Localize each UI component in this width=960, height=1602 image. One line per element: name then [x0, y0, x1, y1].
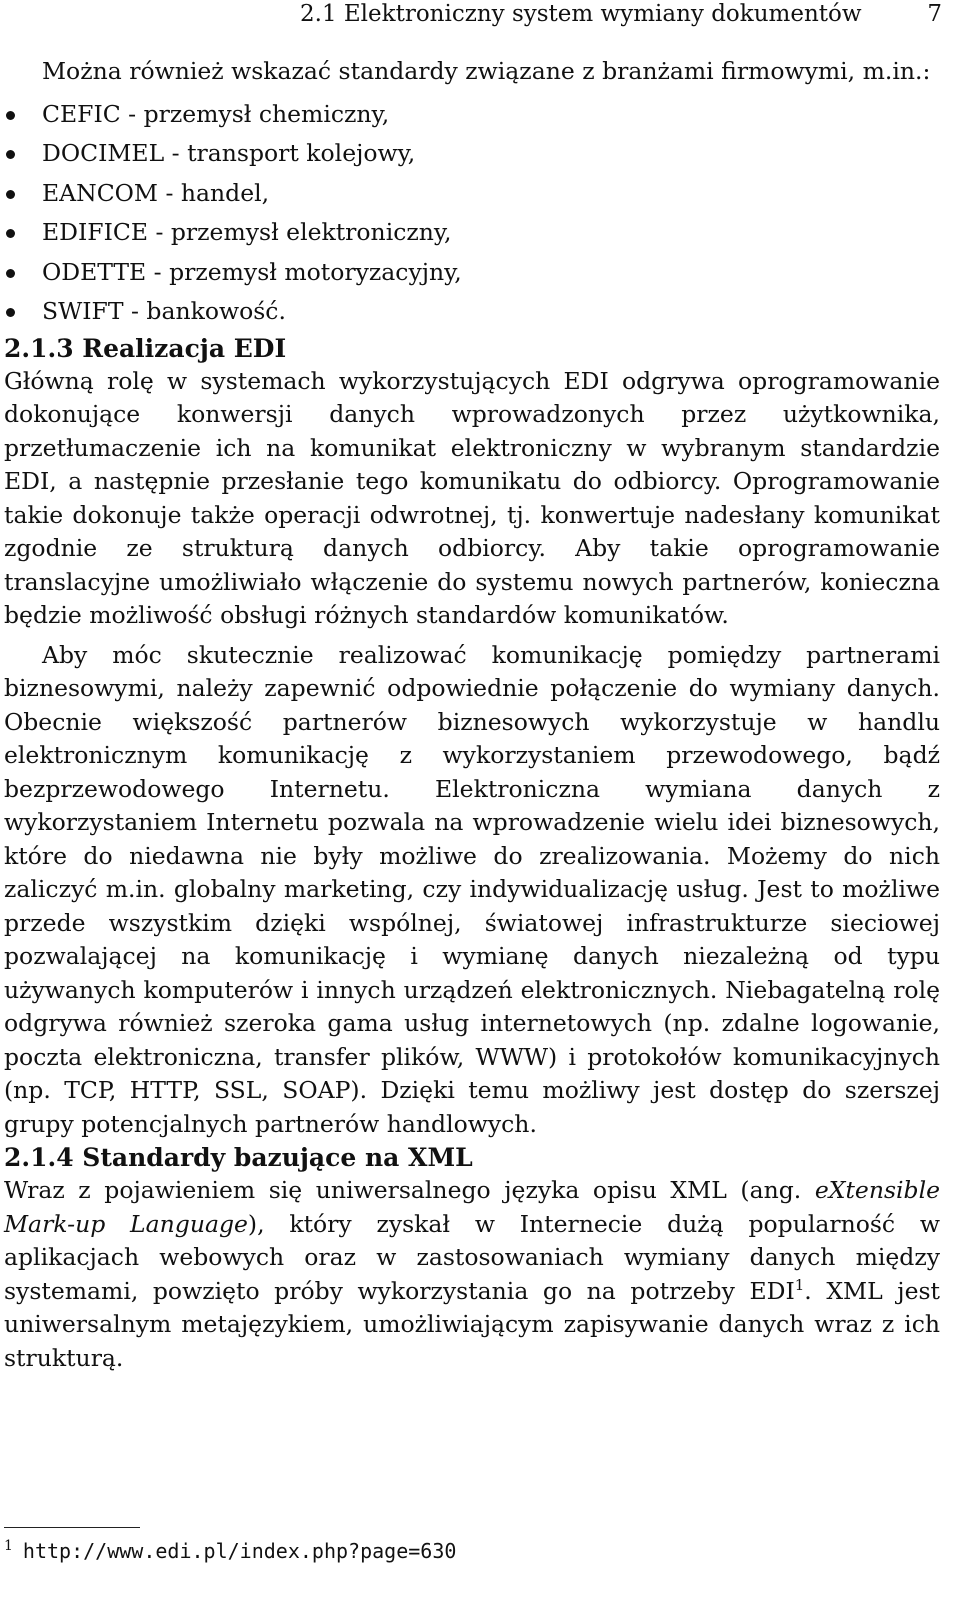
page-number: 7	[927, 1, 942, 27]
xml-text-part-3: . XML jest uniwersalnym metajęzykiem, umożliwiającym zapisywanie danych wraz z ich strukturą.	[4, 1276, 940, 1372]
bullet-icon	[6, 308, 15, 317]
intro-paragraph: Można również wskazać standardy związane z branżami firmowymi, m.in.:	[42, 57, 931, 85]
bullet-icon	[6, 269, 15, 278]
list-item	[4, 134, 940, 174]
list-item-text: SWIFT - bankowość.	[42, 297, 286, 325]
list-item	[4, 213, 940, 253]
footnote-divider	[4, 1527, 140, 1528]
edi-paragraph-1: Główną rolę w systemach wykorzystujących EDI odgrywa oprogramowanie dokonujące konwersji danych wprowadzonych przez użytkownika, przetłumaczenie ich na komunikat elektroniczny w wybranym standardzie EDI, a następnie przesłanie tego komunikatu do odbiorcy. Oprogramowanie takie dokonuje także operacji odwrotnej, tj. konwertuje nadesłany komunikat zgodnie ze strukturą danych odbiorcy. Aby takie oprogramowanie translacyjne umożliwiało włączenie do systemu nowych partnerów, konieczna będzie możliwość obsługi różnych standardów komunikatów.	[4, 366, 940, 629]
footnote-number: 1	[4, 1538, 13, 1554]
running-header-title: 2.1 Elektroniczny system wymiany dokumentów	[300, 1, 862, 27]
page-body	[4, 55, 940, 1375]
standards-list	[4, 95, 940, 332]
xml-text-part-1: Wraz z pojawieniem się uniwersalnego języka opisu XML (ang.	[4, 1176, 815, 1204]
footnote-reference[interactable]: 1	[794, 1275, 805, 1294]
list-item	[4, 292, 940, 332]
section-heading-edi: 2.1.3 Realizacja EDI	[4, 333, 287, 363]
footnote-link[interactable]: http://www.edi.pl/index.php?page=630	[22, 1539, 457, 1563]
list-item	[4, 253, 940, 293]
running-header	[300, 0, 946, 34]
edi-paragraph-2: Aby móc skutecznie realizować komunikację pomiędzy partnerami biznesowymi, należy zapewnić odpowiednie połączenie do wymiany danych. Obecnie większość partnerów biznesowych wykorzystuje w handlu elektronicznym komunikację z wykorzystaniem przewodowego, bądź bezprzewodowego Internetu. Elektroniczna wymiana danych z wykorzystaniem Internetu pozwala na wprowadzenie wielu idei biznesowych, które do niedawna nie były możliwe do zrealizowania. Możemy do nich zaliczyć m.in. globalny marketing, czy indywidualizację usług. Jest to możliwe przede wszystkim dzięki wspólnej, światowej infrastrukturze sieciowej pozwalającej na komunikację i wymianę danych niezależną od typu używanych komputerów i innych urządzeń elektronicznych. Niebagatelną rolę odgrywa również szeroka gama usług internetowych (np. zdalne logowanie, poczta elektroniczna, transfer plików, WWW) i protokołów komunikacyjnych (np. TCP, HTTP, SSL, SOAP). Dzięki temu możliwy jest dostęp do szerszej grupy potencjalnych partnerów handlowych.	[4, 640, 940, 1138]
list-item-text: EANCOM - handel,	[42, 178, 270, 207]
bullet-icon	[6, 150, 15, 159]
list-item	[4, 95, 940, 135]
xml-text-part-2: ), który zyskał w Internecie dużą popularność w aplikacjach webowych oraz w zastosowaniach wymiany danych między systemami, powzięto próby wykorzystania go na potrzeby EDI	[4, 1209, 940, 1305]
xml-term: eXtensible Mark-up Language	[4, 1176, 940, 1238]
bullet-icon	[6, 111, 15, 120]
footnote	[4, 1536, 456, 1566]
list-item-text: DOCIMEL - transport kolejowy,	[42, 139, 416, 167]
xml-paragraph	[4, 1174, 940, 1375]
bullet-icon	[6, 229, 15, 238]
list-item	[4, 174, 940, 214]
section-heading-xml: 2.1.4 Standardy bazujące na XML	[4, 1143, 473, 1172]
bullet-icon	[6, 190, 15, 199]
list-item-text: CEFIC - przemysł chemiczny,	[42, 99, 390, 128]
list-item-text: EDIFICE - przemysł elektroniczny,	[42, 218, 452, 246]
list-item-text: ODETTE - przemysł motoryzacyjny,	[42, 257, 462, 286]
